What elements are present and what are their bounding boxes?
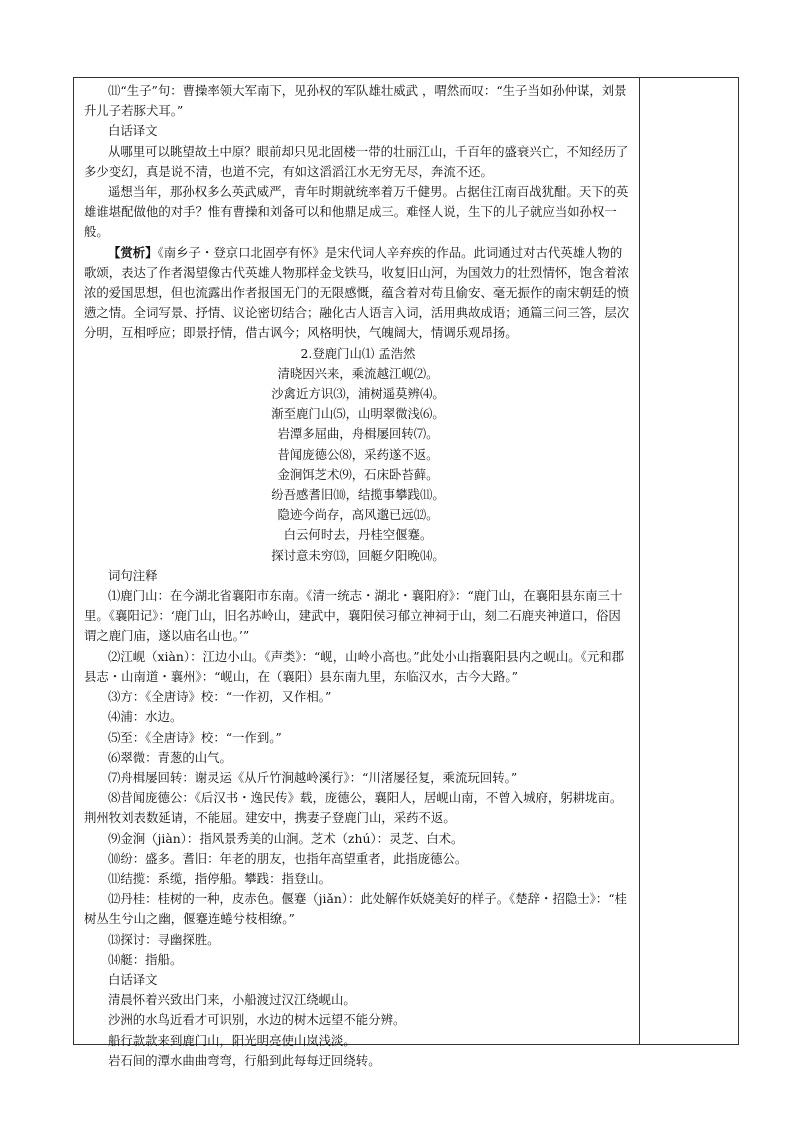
note-item: ⒁艇：指船。 [108, 951, 183, 967]
poem-line: 沙禽近方识⑶，浦树遥莫辨⑷。 [271, 386, 445, 402]
document-content [84, 81, 632, 1071]
appreciation-paragraph [84, 243, 632, 344]
poem-line: 白云何时去，丹桂空偃蹇。 [283, 527, 433, 543]
note-item: ⑷浦：水边。 [108, 709, 183, 725]
notes-heading: 词句注释 [108, 567, 158, 583]
note-item: ⑽纷：盛多。耆旧：年老的朋友，也指年高望重者，此指庞德公。 [108, 850, 468, 866]
translation-line: 岩石间的潭水曲曲弯弯，行船到此每每迂回绕转。 [108, 1052, 381, 1068]
translation-paragraph-2: 遥想当年，那孙权多么英武威严，青年时期就统率着万千健男。占据住江南百战犹酣。天下的英雄谁堪配做他的对手？惟有曹操和刘备可以和他鼎足成三。难怪人说，生下的儿子就应当如孙权一般。 [84, 184, 629, 240]
note-item: ⒀探讨：寻幽探胜。 [108, 931, 220, 947]
translation-line: 沙洲的水鸟近看才可识别，水边的树木远望不能分辨。 [108, 1012, 406, 1028]
note-item: ⑵江岘（xiàn）：江边小山。《声类》：“岘，山岭小高也。”此处小山指襄阳县内之岘山。《元和郡县志・山南道・襄州》：“岘山，在（襄阳）县东南九里，东临汉水，古今大路。” [84, 648, 625, 684]
note-item: ⑴鹿门山：在今湖北省襄阳市东南。《清一统志・湖北・襄阳府》：“鹿门山，在襄阳县东南三十里。《襄阳记》：‘鹿门山，旧名苏岭山，建武中，襄阳侯习郁立神祠于山，刻二石鹿夹神道口，俗因谓之鹿门庙，遂以庙名山也。’” [84, 588, 623, 644]
table-right-cell [639, 77, 739, 1045]
translation-heading-2: 白话译文 [108, 971, 158, 987]
appreciation-text: 《南乡子・登京口北固亭有怀》是宋代词人辛弃疾的作品。此词通过对古代英雄人物的歌颂，表达了作者渴望像古代英雄人物那样金戈铁马，收复旧山河，为国效力的壮烈情怀，饱含着浓浓的爱国思想，但也流露出作者报国无门的无限感慨，蕴含着对苟且偷安、毫无振作的南宋朝廷的愤懑之情。全词写景、抒情、议论密切结合；融化古人语言入词，活用典故成语；通篇三问三答，层次分明，互相呼应；即景抒情，借古讽今；风格明快，气魄阔大，情调乐观昂扬。 [84, 244, 630, 341]
note-item: ⑹翠微：青葱的山气。 [108, 749, 232, 765]
poem-line: 纷吾感耆旧⑽，结揽事攀践⑾。 [271, 487, 445, 503]
note-item: ⑾结揽：系缆，指停船。攀践：指登山。 [108, 870, 332, 886]
poem-line: 昔闻庞德公⑻，采药遂不返。 [277, 446, 439, 462]
note-item: ⑼金涧（jiàn）：指风景秀美的山涧。芝术（zhú）：灵芝、白术。 [108, 830, 464, 846]
note-item: ⑺舟楫屡回转：谢灵运《从斤竹涧越岭溪行》：“川渚屡径复，乘流玩回转。” [108, 769, 518, 785]
notes-list [84, 586, 632, 970]
poem-title: 2.登鹿门山⑴ 孟浩然 [300, 345, 416, 361]
appreciation-label: 【赏析】 [108, 244, 158, 260]
poem-line: 金涧饵芝术⑼，石床卧苔藓。 [277, 466, 439, 482]
poem-line: 岩潭多屈曲，舟楫屡回转⑺。 [277, 426, 439, 442]
poem-lines [84, 364, 632, 566]
poem-line: 清晓因兴来，乘流越江岘⑵。 [277, 365, 439, 381]
note-item: ⑿丹桂：桂树的一种，皮赤色。偃蹇（jiǎn）：此处解作妖娆美好的样子。《楚辞・招隐士》：“桂树丛生兮山之幽，偃蹇连蜷兮枝相缭。” [84, 891, 627, 927]
translation-line: 船行款款来到鹿门山，阳光明亮使山岚浅淡。 [108, 1032, 356, 1048]
translation-line: 清晨怀着兴致出门来，小船渡过汉江绕岘山。 [108, 992, 356, 1008]
translation2-lines [84, 990, 632, 1071]
note-11: ⑾“生子”句：曹操率领大军南下，见孙权的军队雄壮威武 ，喟然而叹：“生子当如孙仲谋，刘景升儿子若豚犬耳。” [84, 83, 627, 119]
poem-line: 探讨意未穷⒀，回艇夕阳晚⒁。 [271, 547, 445, 563]
note-item: ⑸至：《全唐诗》校：“一作到。” [108, 729, 282, 745]
translation-paragraph-1: 从哪里可以眺望故土中原？眼前却只见北固楼一带的壮丽江山，千百年的盛衰兴亡，不知经历了多少变幻，真是说不清，也道不完，有如这滔滔江水无穷无尽，奔流不还。 [84, 143, 629, 179]
note-item: ⑻昔闻庞德公：《后汉书・逸民传》载，庞德公，襄阳人，居岘山南，不曾入城府，躬耕垅亩。荆州牧刘表数延请，不能屈。建安中，携妻子登鹿门山，采药不返。 [84, 790, 623, 826]
note-item: ⑶方：《全唐诗》校：“一作初，又作相。” [108, 689, 332, 705]
translation-heading-1: 白话译文 [108, 123, 158, 139]
poem-line: 隐迹今尚存，高风邈已远⑿。 [277, 507, 439, 523]
poem-line: 渐至鹿门山⑸，山明翠微浅⑹。 [271, 406, 445, 422]
